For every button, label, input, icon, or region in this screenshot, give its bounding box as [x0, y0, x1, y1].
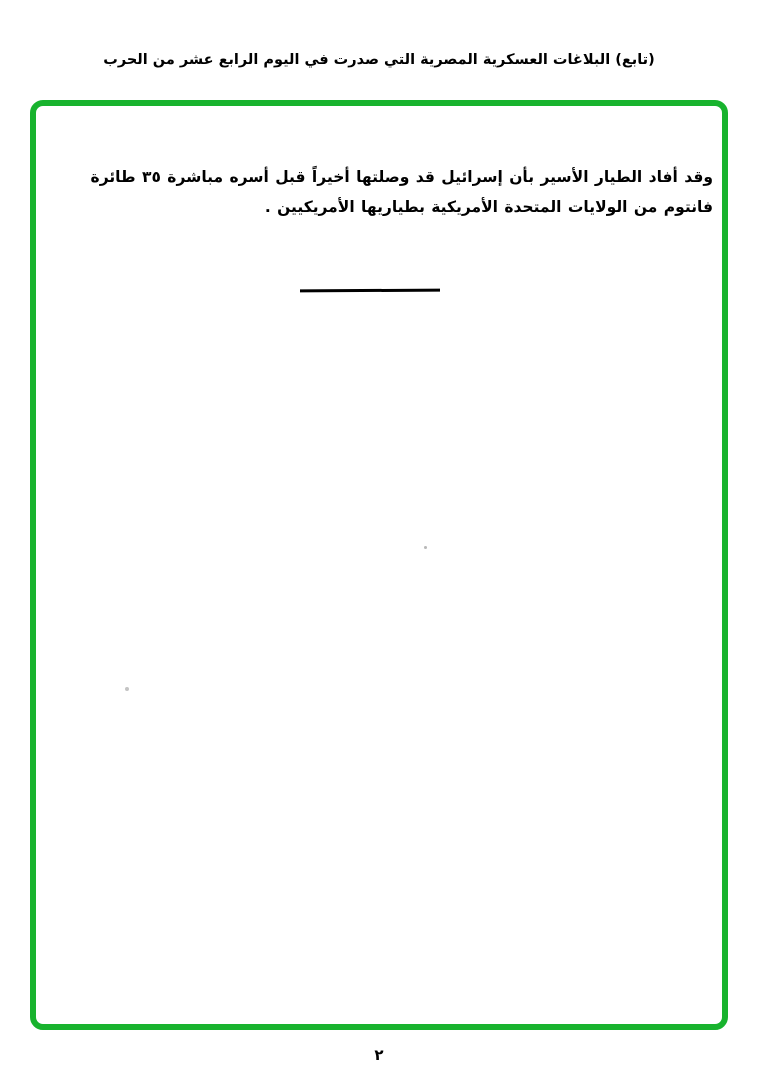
- scan-speck: [424, 546, 427, 549]
- separator-line: [300, 289, 440, 293]
- page-number: ٢: [374, 1046, 384, 1064]
- scan-speck: [125, 687, 129, 691]
- content-frame: [30, 100, 728, 1030]
- body-paragraph: وقد أفاد الطيار الأسير بأن إسرائيل قد وصلتها أخيراً قبل أسره مباشرة ٣٥ طائرة فانتوم من الولايات المتحدة الأمريكية بطياريها الأمريكيين .: [90, 168, 713, 216]
- page-title: (تابع) البلاغات العسكرية المصرية التي صدرت في اليوم الرابع عشر من الحرب: [103, 52, 655, 68]
